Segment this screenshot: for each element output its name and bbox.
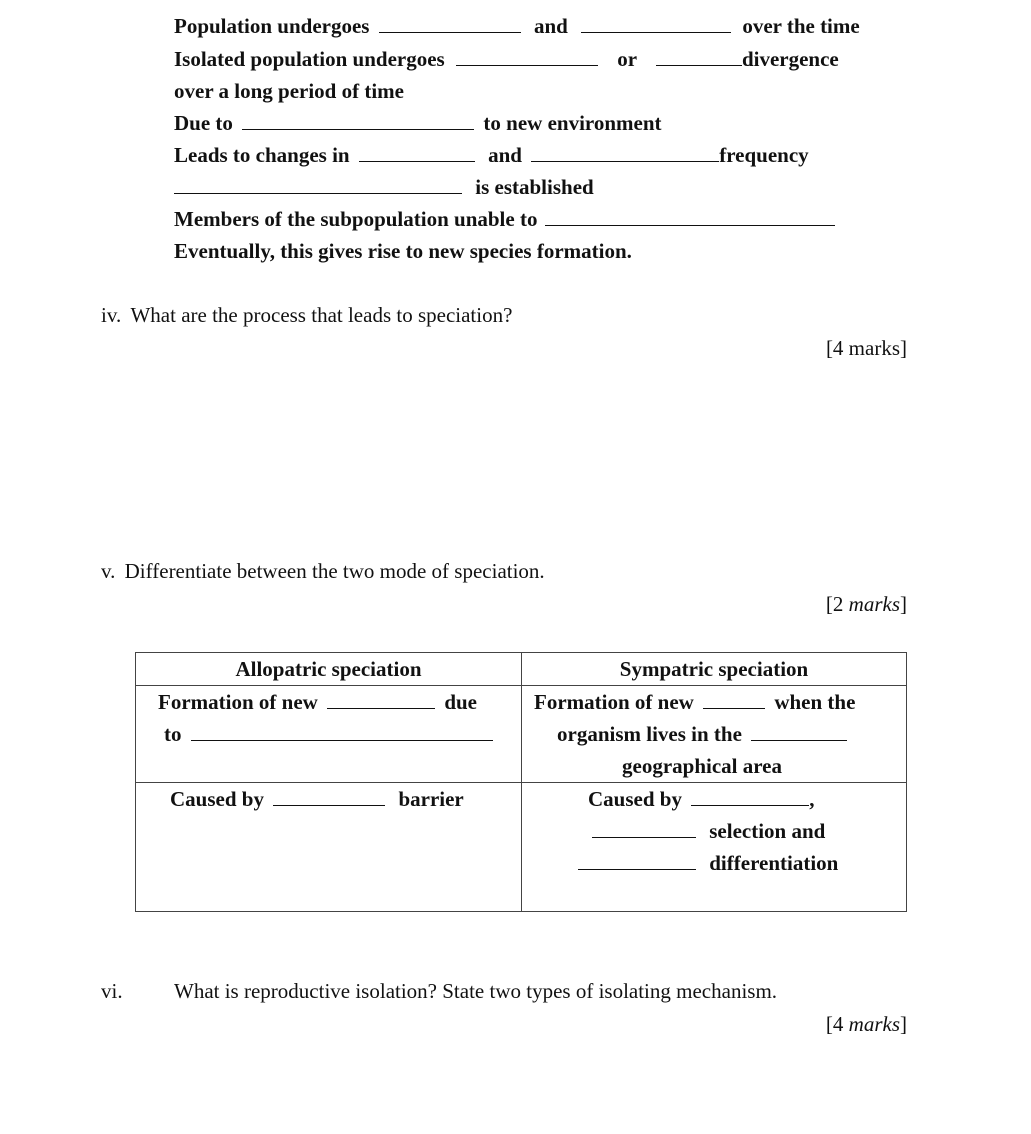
blank-field[interactable] [359, 143, 475, 162]
question-v [101, 559, 545, 584]
question-number: iv. [101, 303, 122, 327]
table-header-row [136, 653, 907, 686]
blank-field[interactable] [581, 14, 731, 33]
blank-field[interactable] [242, 111, 474, 130]
fill-line-2: Isolated population undergoes or divergence [174, 47, 839, 71]
blank-field[interactable] [578, 851, 696, 870]
table-row [136, 783, 907, 912]
blank-field[interactable] [751, 722, 847, 741]
blank-field[interactable] [691, 787, 809, 806]
question-vi-number [101, 979, 123, 1004]
blank-field[interactable] [379, 14, 521, 33]
question-text: Differentiate between the two mode of speciation. [124, 559, 545, 583]
blank-field[interactable] [592, 819, 696, 838]
cell-sympatric-formation: Formation of new when the organism lives in the geographical area [522, 686, 907, 783]
blank-field[interactable] [273, 787, 385, 806]
question-text: What is reproductive isolation? State two types of isolating mechanism. [174, 979, 778, 1003]
cell-sympatric-cause: Caused by , selection and differentiation [522, 783, 907, 912]
cell-allopatric-formation: Formation of new due to [136, 686, 522, 783]
fill-line-7: Members of the subpopulation unable to [174, 207, 835, 232]
question-vi [174, 979, 777, 1004]
fill-line-4: Due to to new environment [174, 111, 662, 135]
fill-line-6: is established [174, 175, 594, 200]
question-text: What are the process that leads to speciation? [130, 303, 513, 327]
header-sympatric: Sympatric speciation [522, 653, 907, 686]
blank-field[interactable] [174, 175, 462, 194]
question-number: vi. [101, 979, 123, 1003]
blank-field[interactable] [656, 47, 742, 66]
table-row [136, 686, 907, 783]
fill-line-1: Population undergoes and over the time [174, 14, 860, 38]
cell-allopatric-cause: Caused by barrier [136, 783, 522, 912]
blank-field[interactable] [545, 207, 835, 226]
fill-line-5: Leads to changes in and frequency [174, 143, 809, 167]
marks-iv: [4 marks] [825, 336, 907, 360]
question-iv [101, 303, 512, 328]
blank-field[interactable] [703, 690, 765, 709]
blank-field[interactable] [456, 47, 598, 66]
question-number: v. [101, 559, 116, 583]
speciation-table [135, 652, 907, 912]
fill-line-8: Eventually, this gives rise to new species formation. [174, 239, 632, 263]
marks-v: [2 marks] [825, 592, 907, 616]
blank-field[interactable] [327, 690, 435, 709]
blank-field[interactable] [531, 143, 719, 162]
marks-vi: [4 marks] [825, 1012, 907, 1036]
blank-field[interactable] [191, 722, 493, 741]
header-allopatric: Allopatric speciation [136, 653, 522, 686]
fill-line-3: over a long period of time [174, 79, 404, 103]
